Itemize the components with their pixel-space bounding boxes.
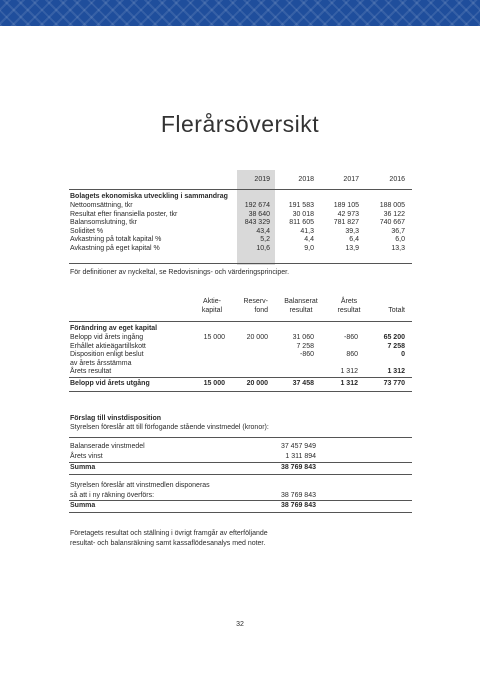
value-2018: 811 605	[289, 219, 314, 227]
proposal-sum1-top-rule	[69, 462, 412, 463]
row-label: Summa	[70, 502, 96, 509]
equity-total-row	[0, 380, 480, 389]
value-reservfond: 20 000	[246, 334, 268, 341]
equity-col-totalt: Totalt	[388, 306, 405, 314]
value-2017: 781 827	[333, 219, 359, 227]
proposal-top-rule	[69, 437, 412, 438]
row-label: Belopp vid årets utgång	[70, 380, 150, 387]
value-2018: 4,4	[304, 236, 314, 244]
row-label: Årets vinst	[70, 452, 103, 460]
proposal-intro: Styrelsen föreslår att till förfogande stående vinstmedel (kronor):	[70, 424, 269, 431]
value-2019: 192 674	[244, 202, 270, 209]
table-row	[0, 343, 480, 352]
multi-year-section-title: Bolagets ekonomiska utveckling i sammandrag	[70, 193, 228, 200]
row-value: 38 769 843	[280, 464, 316, 471]
value-2018: 30 018	[292, 210, 314, 218]
equity-col-balanserat: Balanserat resultat	[284, 298, 318, 314]
value-balanserat: 31 060	[292, 334, 314, 341]
value-balanserat: -860	[299, 351, 314, 359]
equity-col-aktiekapital: Aktie- kapital	[201, 298, 223, 314]
dispose-text-line2: så att i ny räkning överförs:	[70, 491, 155, 499]
proposal-sum2-row	[0, 502, 480, 511]
value-totalt: 0	[401, 351, 405, 359]
multi-year-bottom-rule	[69, 263, 412, 264]
table-row	[0, 351, 480, 360]
row-label: Disposition enligt beslut	[70, 351, 144, 359]
value-2017: 13,9	[345, 245, 359, 252]
row-label: Belopp vid årets ingång	[70, 334, 144, 341]
value-totalt: 73 770	[383, 380, 405, 387]
multi-year-header-rule	[69, 189, 412, 190]
equity-col-arets-resultat: Årets resultat	[337, 298, 361, 314]
definitions-footnote: För definitioner av nyckeltal, se Redovisnings- och värderingsprinciper.	[70, 269, 290, 276]
closing-line-1: Företagets resultat och ställning i övrigt framgår av efterföljande	[70, 530, 268, 537]
value-arets-resultat: 1 312	[340, 380, 358, 387]
value-reservfond: 20 000	[246, 380, 268, 387]
value-2019: 10,6	[256, 245, 270, 252]
value-totalt: 65 200	[383, 334, 405, 341]
value-2017: 42 973	[337, 210, 359, 218]
value-2016: 188 005	[379, 202, 405, 209]
row-label: Summa	[70, 464, 96, 471]
year-header-2017: 2017	[343, 176, 359, 183]
row-value: 38 769 843	[280, 502, 316, 509]
table-row	[70, 202, 412, 211]
multi-year-rows	[70, 202, 412, 262]
proposal-rows	[0, 443, 480, 461]
row-label: Avkastning på totalt kapital %	[70, 236, 162, 244]
value-2018: 41,3	[300, 227, 314, 235]
table-row	[0, 443, 480, 452]
year-header-2019: 2019	[254, 176, 270, 183]
equity-bottom-rule	[69, 391, 412, 392]
table-row	[70, 236, 412, 245]
closing-line-2: resultat- och balansräkning samt kassaflödesanalys med noter.	[70, 540, 266, 547]
proposal-sum2-top-rule	[69, 500, 412, 501]
table-row	[70, 211, 412, 220]
value-2016: 6,0	[395, 236, 405, 244]
value-2016: 740 667	[379, 219, 405, 227]
value-2018: 9,0	[304, 245, 314, 252]
table-row	[70, 245, 412, 254]
year-header-2018: 2018	[298, 176, 314, 183]
value-2019: 43,4	[256, 227, 270, 235]
dispose-text-line1: Styrelsen föreslår att vinstmedlen disponeras	[70, 482, 210, 489]
header-banner	[0, 0, 480, 26]
row-label: Balansomslutning, tkr	[70, 219, 137, 227]
row-label: Avkastning på eget kapital %	[70, 245, 160, 252]
value-totalt: 1 312	[387, 368, 405, 376]
dispose-value: 38 769 843	[280, 491, 316, 499]
proposal-sum1-row	[0, 464, 480, 473]
value-2018: 191 583	[288, 202, 314, 209]
row-label-line2: av årets årsstämma	[70, 359, 132, 367]
table-row	[0, 453, 480, 462]
closing-paragraph	[70, 529, 410, 551]
value-aktiekapital: 15 000	[203, 380, 225, 387]
value-totalt: 7 258	[387, 342, 405, 350]
proposal-dispose-block	[0, 482, 480, 500]
value-2016: 36 122	[383, 210, 405, 218]
value-balanserat: 7 258	[296, 342, 314, 350]
page-title: Flerårsöversikt	[160, 111, 320, 137]
table-row	[70, 219, 412, 228]
year-header-2016: 2016	[389, 176, 405, 183]
value-arets-resultat: -860	[343, 334, 358, 341]
row-label: Resultat efter finansiella poster, tkr	[70, 210, 178, 218]
table-row	[0, 334, 480, 343]
row-label: Årets resultat	[70, 368, 112, 376]
proposal-sum1-bottom-rule	[69, 474, 412, 475]
value-2019: 843 329	[244, 219, 270, 227]
value-2019: 5,2	[260, 236, 270, 244]
value-2017: 39,3	[345, 227, 359, 235]
page-number: 32	[236, 621, 244, 628]
value-2017: 6,4	[349, 236, 359, 244]
proposal-section-title: Förslag till vinstdisposition	[70, 415, 162, 422]
value-2016: 13,3	[391, 245, 405, 252]
value-arets-resultat: 1 312	[340, 368, 358, 376]
value-arets-resultat: 860	[346, 351, 358, 359]
value-2019: 38 640	[248, 210, 270, 218]
row-label: Erhållet aktieägartillskott	[70, 342, 146, 350]
row-label: Nettoomsättning, tkr	[70, 202, 133, 209]
value-balanserat: 37 458	[292, 380, 314, 387]
row-label: Soliditet %	[70, 227, 104, 235]
row-value: 1 311 894	[285, 452, 316, 460]
equity-section-title: Förändring av eget kapital	[70, 325, 158, 332]
equity-total-top-rule	[69, 377, 412, 378]
row-label: Balanserade vinstmedel	[70, 443, 145, 450]
value-aktiekapital: 15 000	[203, 334, 225, 341]
equity-header-rule	[69, 321, 412, 322]
value-2016: 36,7	[391, 227, 405, 235]
equity-header	[0, 298, 480, 318]
table-row	[0, 368, 480, 377]
equity-col-reservfond: Reserv- fond	[243, 298, 268, 314]
row-value: 37 457 949	[280, 443, 316, 450]
proposal-sum2-bottom-rule	[69, 512, 412, 513]
value-2017: 189 105	[333, 202, 359, 209]
